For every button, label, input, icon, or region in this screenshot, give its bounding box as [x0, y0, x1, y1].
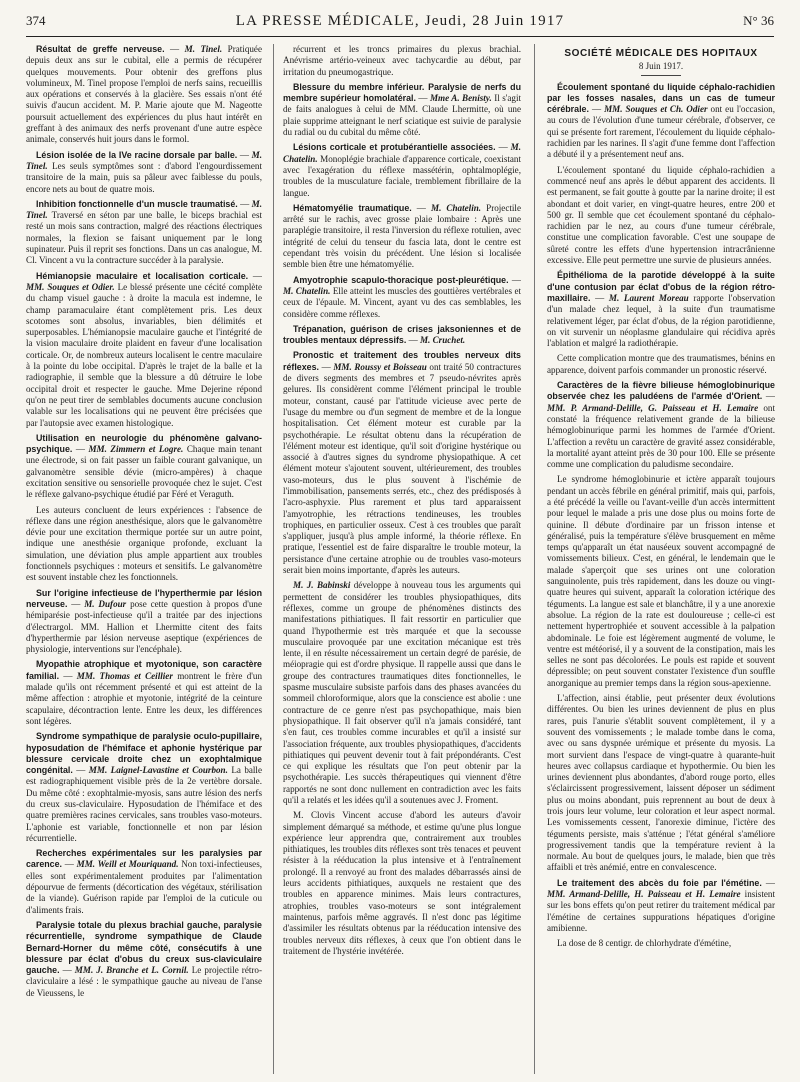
entry-body: Elle atteint les muscles des gouttières vertébrales et ceux de l'épaule. M. Vincent, ayant vu des cas semblables, les considère comme réflexes.	[283, 285, 521, 319]
entry-body: Non toxi-infectieuses, elles sont expérimentalement produites par l'alimentation dépourvue de ferments (décortication des végétaux, stérilisation de la viande). Guérison rapide par l'emploi de la cuticule ou d'aliments frais.	[26, 859, 262, 915]
entry-authors: M. Laurent Moreau	[608, 292, 689, 303]
entry-body: Cette complication montre que des traumatismes, bénins en apparence, doivent parfois commander un pronostic réservé.	[547, 353, 775, 375]
entry-body: La balle est radiographiquement visible près de la 2e vertèbre dorsale. Du même côté : exophtalmie-myosis, sans autre lésion des nerfs du creux sus-claviculaire. Hyposudation de l'hémiface et des quatre premières racines cervicales, sans troubles vaso-moteurs. L'aphonie est variable, fonctionnelle et non par lésion récurrentielle.	[26, 765, 262, 843]
entry-authors: MM. Roussy et Boisseau	[333, 361, 427, 372]
abstract-entry	[547, 353, 775, 376]
entry-body: pose cette question à propos d'une hémiparésie post-infectieuse qu'il a traitée par des injections d'électrargol. MM. Hallion et Lhermitte citent des faits d'hyperthermie par lésion nerveuse aseptique (expériences de physiologie, interventions sur l'encéphale).	[26, 598, 262, 655]
entry-title: Inhibition fonctionnelle d'un muscle traumatisé.	[36, 198, 238, 209]
abstract-entry: Trépanation, guérison de crises jaksoniennes et de troubles mentaux dépressifs. — M. Cruchet.	[283, 323, 521, 346]
abstract-entry: Caractères de la fièvre bilieuse hémoglobinurique observée chez les paludéens de l'armée d'Orient. — MM. P. Armand-Delille, G. Paisseau et H. Lemaire ont constaté la fréquence relativement grande de la bilieuse hémoglobinurique parmi les hommes de l'armée d'Orient. L'affection a revêtu un caractère de gravité assez considérable, la mortalité ayant atteint près de 30 pour 100. Elle se présente comme une complication du paludisme secondaire.	[547, 380, 775, 470]
abstract-entry: Écoulement spontané du liquide céphalo-rachidien par les fosses nasales, dans un cas de tumeur cérébrale. — MM. Souques et Ch. Odier ont eu l'occasion, au cours de l'évolution d'une tumeur cérébrale, d'observer, ce qui se présente fort rarement, l'écoulement du liquide céphalo-rachidien par les narines. Il s'agit d'une femme dont l'affection a débuté il y a présentement neuf ans.	[547, 81, 775, 160]
abstract-entry: Le traitement des abcès du foie par l'émétine. — MM. Armand-Delille, H. Paisseau et H. Lemaire insistent sur les bons effets qu'on peut retirer du traitement médical par l'émétine de certaines suppurations hépatiques d'origine amibienne.	[547, 877, 775, 933]
entry-authors: MM. Souques et Odier.	[26, 281, 115, 292]
abstract-entry: Lésion isolée de la IVe racine dorsale par balle. — M. Tinel. Les seuls symptômes sont : d'abord l'engourdissement transitoire de la main, puis sa pâleur avec faiblesse du pouls, encore nets au bout de quatre mois.	[26, 149, 262, 194]
entry-body: Projectile arrêté sur le rachis, avec grosse plaie lombaire : Après une paraplégie transitoire, il resta l'inversion du réflexe rotulien, avec intégrité de celui du tenseur du fascia lata, dont le centre est cependant très voisin du précédent. Une lésion si localisée semble bien être une hématomyélie.	[283, 202, 521, 270]
column-left	[26, 44, 262, 1074]
journal-title: LA PRESSE MÉDICALE, Jeudi, 28 Juin 1917	[235, 12, 565, 29]
page-number: 374	[26, 13, 46, 28]
entry-body: Le syndrome hémoglobinurie et ictère apparaît toujours pendant un accès fébrile en général primitif, mais qui, parfois, a été précédé la veille ou l'avant-veille d'un accès intermittent pour lequel le malade a pris une dose plus ou moins forte de quinine. Il débute d'ordinaire par un frisson intense et généralisé, puis la température s'élève brusquement en même temps qu'apparaît un état nauséeux souvent accompagné de vomissements bilieux. C'est, en général, le lendemain que le malade s'aperçoit que ses urines ont une coloration sanguinolente, puis très rapidement, dans les douze ou vingt-quatre heures qui suivent, apparaît la coloration ictérique des téguments. La langue est sale et blanchâtre, il y a une anorexie absolue. La région de la rate est douloureuse ; celle-ci est nettement hypertrophiée et souvent accessible à la palpation abdominale. Le foie est légèrement augmenté de volume, le ventre est météorisé, il y a souvent de la constipation, mais les selles ne sont pas décolorées. Le pouls est rapide et souvent dépressible; on peut souvent constater l'existence d'un souffle anorganique au premier temps dans la région sous-apexienne.	[547, 474, 775, 688]
entry-title: Sur l'origine infectieuse de l'hyperthermie par lésion nerveuse.	[26, 587, 262, 609]
abstract-entry	[547, 165, 775, 267]
entry-title: Hémianopsie maculaire et localisation corticale.	[36, 270, 249, 281]
entry-body: Traversé en séton par une balle, le biceps brachial est resté un mois sans contraction, malgré des réactions électriques normales, la flexion se faisant uniquement par le long supinateur. Puis il reprit ses fonctions. Dans un cas analogue, M. Cl. Vincent a vu la contracture succéder à la paralysie.	[26, 210, 262, 266]
abstract-entry: Résultat de greffe nerveuse. — M. Tinel. Pratiquée depuis deux ans sur le cubital, elle a permis de récupérer quelques mouvements. Pour obtenir des greffons plus volumineux, M. Tinel propose l'emploi de nerfs sains, recueillis aux opérations et conservés à la glacière. Ses essais n'ont été suivis d'aucun accident. M. P. Marie ajoute que M. Nageotte poursuit actuellement des expériences du plus haut intérêt en greffant à des animaux des nerfs provenant d'une autre espèce animale, conservés huit jours dans le formol.	[26, 44, 262, 145]
entry-body: Les seuls symptômes sont : d'abord l'engourdissement transitoire de la main, puis sa pâleur avec faiblesse du pouls, encore nets au bout de quatre mois.	[26, 160, 262, 194]
society-heading: SOCIÉTÉ MÉDICALE DES HOPITAUX	[564, 48, 758, 59]
entry-authors: MM. Zimmern et Logre.	[88, 444, 184, 455]
column-middle	[283, 44, 521, 1074]
entry-authors: MM. Armand-Delille, H. Paisseau et H. Lemaire	[547, 889, 741, 900]
abstract-entry: Lésions corticale et protubérantielle associées. — M. Chatelin. Monoplégie brachiale d'apparence corticale, coexistant avec l'exagération du réflexe massétérin, ophtalmoplégie, troubles de la musculature faciale, tremblement fibrillaire de la langue.	[283, 142, 521, 198]
header-rule	[26, 36, 774, 37]
session-date: 8 Juin 1917.	[638, 61, 684, 72]
abstract-entry	[547, 693, 775, 874]
column-divider	[273, 44, 274, 1074]
entry-title: Écoulement spontané du liquide céphalo-rachidien par les fosses nasales, dans un cas de tumeur cérébrale.	[547, 81, 775, 115]
entry-title: Syndrome sympathique de paralysie oculo-pupillaire, hyposudation de l'hémiface et aphonie hystérique par blessure cervicale droite chez un exophtalmique congénital.	[26, 731, 262, 776]
entry-title: Caractères de la fièvre bilieuse hémoglobinurique observée chez les paludéens de l'armée d'Orient.	[547, 380, 775, 402]
entry-body: Chaque main tenant une électrode, si on fait passer un faible courant galvanique, un galvanomètre sensible dévie (micro-ampères) à chaque excitation sensitive ou sensorielle provoquée chez le sujet. C'est le réflexe galvano-psychique étudié par Féré et Veraguth.	[26, 444, 262, 500]
entry-body: Le blessé présente une cécité complète du champ visuel gauche : à droite la macula est indemne, le champ paramaculaire étant complètement pris. Les deux scotomes sont absolus, invariables, bien délimités et superposables. L'hémianopsie maculaire gauche et l'intégrité de la vision maculaire droite plaident en faveur d'une localisation corticale. Or, de nombreux auteurs localisent le centre maculaire à la pointe du lobe occipital. D'après le trajet de la balle et la radiographie, il semble que la blessure a dû détruire le lobe occipital droit et respecter le gauche. Mme Dejerine répond qu'on ne peut tirer de semblables documents aucune conclusion valable sur les localisations qui ne peuvent être précisées que par l'autopsie avec examen histologique.	[26, 281, 262, 428]
entry-authors: M. J. Babinski	[293, 580, 351, 591]
entry-authors: Mme A. Benisty.	[429, 93, 492, 104]
abstract-entry: Syndrome sympathique de paralysie oculo-pupillaire, hyposudation de l'hémiface et aphonie hystérique par blessure cervicale droite chez un exophtalmique congénital. — MM. Laignel-Lavastine et Courbon. La balle est radiographiquement visible près de la 2e vertèbre dorsale. Du même côté : exophtalmie-myosis, sans autre lésion des nerfs du creux sus-claviculaire. Hyposudation de l'hémiface et des quatre premières racines cervicales, sans troubles vaso-moteurs. L'aphonie est variable, fonctionnelle et non par lésion récurrentielle.	[26, 731, 262, 843]
entry-title: Paralysie totale du plexus brachial gauche, paralysie récurrentielle, syndrome sympathique de Claude Bernard-Horner du même côté, consécutifs à une blessure par éclat d'obus du creux sus-claviculaire gauche.	[26, 919, 262, 976]
entry-body: ont eu l'occasion, au cours de l'évolution d'une tumeur cérébrale, d'observer, ce qui se présente fort rarement, l'écoulement du liquide céphalo-rachidien par les narines. Il s'agit d'une femme dont l'affection a débuté il y a présentement neuf ans.	[547, 104, 775, 160]
entry-title: Recherches expérimentales sur les paralysies par carence.	[26, 848, 262, 870]
page-header	[26, 6, 774, 36]
abstract-entry	[26, 505, 262, 584]
entry-body: L'écoulement spontané du liquide céphalo-rachidien a commencé neuf ans après le début apparent des accidents. Il est permanent, se fait goutte à goutte par la narine droite; il est abondant et doit varier, en vingt-quatre heures, entre 200 et 500 gr. Il semble que cet écoulement spontané du céphalo-rachidien par le nez, au cours d'une tumeur cérébrale, constitue une complication favorable. C'est une soupape de sûreté contre les effets d'une hypertension intracrânienne excessive. Elle peut permettre une survie de plusieurs années.	[547, 164, 775, 266]
entry-authors: MM. Souques et Ch. Odier	[604, 104, 708, 115]
entry-authors: MM. J. Branche et L. Cornil.	[74, 965, 189, 976]
entry-body: Pratiquée depuis deux ans sur le cubital, elle a permis de récupérer quelques mouvements. Pour obtenir des greffons plus volumineux, M. Tinel propose l'emploi de nerfs sains, recueillis aux opérations et conservés à la glacière. Ses essais n'ont été suivis d'aucun accident. M. P. Marie ajoute que M. Nageotte poursuit actuellement des expériences du plus haut intérêt en greffant à des animaux des nerfs provenant d'une autre espèce animale, conservés huit jours dans le formol.	[26, 44, 262, 145]
entry-body: ont constaté la fréquence relativement grande de la bilieuse hémoglobinurique parmi les hommes de l'armée d'Orient. L'affection a revêtu un caractère de gravité assez considérable, la mortalité ayant atteint près de 30 pour 100. Elle se présente comme une complication du paludisme secondaire.	[547, 402, 775, 470]
entry-body: récurrent et les troncs primaires du plexus brachial. Anévrisme artério-veineux avec tachycardie au début, par irritation du pneumogastrique.	[283, 44, 521, 77]
entry-body: montrent le frère d'un malade qu'ils ont récemment présenté et qui est atteint de la même affection : atrophie et myotonie, intégrité de la ceinture scapulaire, décontraction lente. Entre les deux, les différences sont légères.	[26, 670, 262, 726]
entry-authors: MM. Weill et Mouriquand.	[76, 859, 179, 870]
entry-body: insistent sur les bons effets qu'on peut retirer du traitement médical par l'émétine de certaines suppurations hépatiques d'origine amibienne.	[547, 889, 775, 933]
abstract-entry: Hématomyélie traumatique. — M. Chatelin. Projectile arrêté sur le rachis, avec grosse plaie lombaire : Après une paraplégie transitoire, il resta l'inversion du réflexe rotulien, avec intégrité de celui du tenseur du fascia lata, dont le centre est cependant très voisin du précédent. Une lésion si localisée semble bien être une hématomyélie.	[283, 202, 521, 270]
abstract-entry: Amyotrophie scapulo-thoracique post-pleurétique. — M. Chatelin. Elle atteint les muscles des gouttières vertébrales et ceux de l'épaule. M. Vincent, ayant vu des cas semblables, les considère comme réflexes.	[283, 274, 521, 319]
entry-body: Monoplégie brachiale d'apparence corticale, coexistant avec l'exagération du réflexe massétérin, ophtalmoplégie, troubles de la musculature faciale, tremblement fibrillaire de la langue.	[283, 153, 521, 198]
abstract-entry: Myopathie atrophique et myotonique, son caractère familial. — MM. Thomas et Ceillier montrent le frère d'un malade qu'ils ont récemment présenté et qui est atteint de la même affection : atrophie et myotonie, intégrité de la ceinture scapulaire, décontraction lente. Entre les deux, les différences sont légères.	[26, 659, 262, 726]
abstract-entry	[547, 938, 775, 949]
entry-title: Lésion isolée de la IVe racine dorsale par balle.	[36, 149, 238, 160]
entry-authors: M. Dufour	[84, 598, 127, 609]
entry-body: Le projectile rétro-claviculaire a lésé : le sympathique gauche au niveau de l'anse de Vieussens, le	[26, 965, 262, 998]
entry-title: Pronostic et traitement des troubles nerveux dits réflexes.	[283, 350, 521, 372]
abstract-entry: Pronostic et traitement des troubles nerveux dits réflexes. — MM. Roussy et Boisseau ont traité 50 contractures de divers segments des membres et 7 pseudo-névrites après gelures. Ils considèrent comme l'élément principal le trouble moteur, constant, causé par l'attitude vicieuse avec perte de l'usage du membre ou d'un segment de membre et de la longue hospitalisation. Cet élément moteur est curable par la psychothérapie. Le résultat obtenu dans la récupération de l'élément moteur est identique, qu'il soit d'origine hystérique ou associé à d'autres signes du syndrome physiopathique. A cet élément moteur s'ajoutent souvent, ultérieurement, des troubles vaso-moteurs, dus le plus souvent à l'ischémie de l'immobilisation, pansements serrés, etc., chez des prédisposés à l'acro-asphyxie. Plus rarement et plus tard apparaissent l'amyotrophie, les rétractions tendineuses, les troubles trophiques, en particulier osseux. C'est à ces troubles que paraît s'appliquer, jusqu'à plus ample informé, la théorie réflexe. En pratique, l'essentiel est de faire disparaître le trouble moteur, la persistance d'une certaine atrophie ou de troubles vaso-moteurs serait bien moins importante, d'après les auteurs.	[283, 350, 521, 576]
entry-title: Lésions corticale et protubérantielle associées.	[293, 142, 496, 153]
abstract-entry	[283, 44, 521, 78]
abstract-entry: Recherches expérimentales sur les paralysies par carence. — MM. Weill et Mouriquand. Non toxi-infectieuses, elles sont expérimentalement produites par l'alimentation dépourvue de ferments (décortication des végétaux, stérilisation de la viande). Guérison rapide par l'emploi de la cuticule ou d'aliments frais.	[26, 848, 262, 915]
abstract-entry: Hémianopsie maculaire et localisation corticale. — MM. Souques et Odier. Le blessé présente une cécité complète du champ visuel gauche : à droite la macula est indemne, le champ paramaculaire étant complètement pris. Les deux scotomes sont absolus, invariables, bien délimités et superposables. L'hémianopsie maculaire gauche et l'intégrité de la vision maculaire droite plaident en faveur d'une localisation corticale. Or, de nombreux auteurs localisent le centre maculaire à la pointe du lobe occipital. D'après le trajet de la balle et la radiographie, il semble que la blessure a dû détruire le lobe occipital droit et respecter le gauche. Mme Dejerine répond qu'on ne peut tirer de semblables documents aucune conclusion valable sur les localisations qui ne peuvent être précisées que par l'autopsie avec examen histologique.	[26, 270, 262, 428]
entry-body: ont traité 50 contractures de divers segments des membres et 7 pseudo-névrites après gelures. Ils considèrent comme l'élément principal le trouble moteur, constant, causé par l'attitude vicieuse avec perte de l'usage du membre ou d'un segment de membre et de la longue hospitalisation. Cet élément moteur est curable par la psychothérapie. Le résultat obtenu dans la récupération de l'élément moteur est identique, qu'il soit d'origine hystérique ou associé à d'autres signes du syndrome physiopathique. A cet élément moteur s'ajoutent souvent, ultérieurement, des troubles vaso-moteurs, dus le plus souvent à l'ischémie de l'immobilisation, pansements serrés, etc., chez des prédisposés à l'acro-asphyxie. Plus rarement et plus tard apparaissent l'amyotrophie, les rétractions tendineuses, les troubles trophiques, en particulier osseux. C'est à ces troubles que paraît s'appliquer, jusqu'à plus ample informé, la théorie réflexe. En pratique, l'essentiel est de faire disparaître le trouble moteur, la persistance d'une certaine atrophie ou de troubles vaso-moteurs serait bien moins importante, d'après les auteurs.	[283, 361, 521, 576]
column-divider	[534, 44, 535, 1074]
abstract-entry	[547, 474, 775, 689]
entry-title: Blessure du membre inférieur. Paralysie de nerfs du membre supérieur homolatéral.	[283, 81, 521, 104]
entry-title: Myopathie atrophique et myotonique, son caractère familial.	[26, 659, 262, 681]
abstract-entry	[283, 580, 521, 806]
entry-title: Hématomyélie traumatique.	[293, 202, 412, 213]
abstract-entry: Paralysie totale du plexus brachial gauche, paralysie récurrentielle, syndrome sympathique de Claude Bernard-Horner du même côté, consécutifs à une blessure par éclat d'obus du creux sus-claviculaire gauche. — MM. J. Branche et L. Cornil. Le projectile rétro-claviculaire a lésé : le sympathique gauche au niveau de l'anse de Vieussens, le	[26, 919, 262, 998]
entry-body: La dose de 8 centigr. de chlorhydrate d'émétine,	[557, 938, 732, 949]
section-divider	[641, 75, 681, 76]
entry-title: Amyotrophie scapulo-thoracique post-pleurétique.	[293, 274, 509, 285]
entry-authors: M. Chatelin.	[283, 142, 521, 164]
entry-body: M. Clovis Vincent accuse d'abord les auteurs d'avoir simplement démarqué sa méthode, et estime qu'une plus longue expérience leur apprendra que, contrairement aux troubles pithiatiques, les troubles dits réflexes sont très tenaces et peuvent résister à la rééducation la plus intensive et à l'entraînement prolongé. Il a renvoyé au front des malades débarrassés ainsi de leurs accidents pithiatiques, auxquels ne restaient que des troubles en apparence minimes. Mais leurs contractures, atrophies, troubles vaso-moteurs se sont intégralement maintenus, parfois même aggravés. Il n'est donc pas légitime d'assimiler les résultats obtenus par la rééducation intensive des troubles nerveux dits réflexes, à ceux que l'on obtient dans le traitement de l'hystérie invétérée.	[283, 810, 521, 956]
entry-body: Les auteurs concluent de leurs expériences : l'absence de réflexe dans une région anesthésique, alors que le galvanomètre dévie pour une excitation thermique portée sur un autre point, indique une anesthésie organique profonde, excluant la simulation, une déviation plus ample appartient aux troubles fonctionnels psychiques : moteurs et sensitifs. Le galvanomètre est souvent instable chez les fonctionnels.	[26, 504, 262, 583]
entry-authors: M. Tinel.	[26, 198, 262, 221]
entry-body: Il s'agit de faits analogues à celui de MM. Claude Lhermitte, où une plaie supprime atteignant le nerf sciatique est suivie de paralysie du radial ou du cubital du même côté.	[283, 93, 521, 138]
entry-authors: M. Cruchet.	[419, 335, 466, 346]
entry-authors: M. Chatelin.	[283, 285, 331, 296]
entry-title: Utilisation en neurologie du phénomène galvano-psychique.	[26, 432, 262, 455]
entry-authors: M. Tinel.	[184, 44, 223, 54]
abstract-entry: Sur l'origine infectieuse de l'hyperthermie par lésion nerveuse. — M. Dufour pose cette question à propos d'une hémiparésie post-infectieuse qu'il a traitée par des injections d'électrargol. MM. Hallion et Lhermitte citent des faits d'hyperthermie par lésion nerveuse aseptique (expériences de physiologie, interventions sur l'encéphale).	[26, 587, 262, 655]
abstract-entry	[283, 810, 521, 957]
entry-authors: MM. P. Armand-Delille, G. Paisseau et H. Lemaire	[547, 402, 759, 413]
entry-authors: M. Chatelin.	[430, 202, 482, 213]
abstract-entry: Inhibition fonctionnelle d'un muscle traumatisé. — M. Tinel. Traversé en séton par une balle, le biceps brachial est resté un mois sans contraction, malgré des réactions électriques normales, la flexion se faisant uniquement par le long supinateur. Puis il reprit ses fonctions. Dans un cas analogue, M. Cl. Vincent a vu la contracture succéder à la paralysie.	[26, 198, 262, 266]
abstract-entry: Utilisation en neurologie du phénomène galvano-psychique. — MM. Zimmern et Logre. Chaque main tenant une électrode, si on fait passer un faible courant galvanique, un galvanomètre sensible dévie (micro-ampères) à chaque excitation sensitive ou sensorielle provoquée chez le sujet. C'est le réflexe galvano-psychique étudié par Féré et Veraguth.	[26, 432, 262, 500]
entry-authors: MM. Laignel-Lavastine et Courbon.	[88, 765, 228, 776]
entry-body: développe à nouveau tous les arguments qui permettent de considérer les troubles physiopathiques, dits réflexes, comme un groupe de phénomènes distincts des manifestations pithiatiques. Il fait ressortir en particulier que quand l'hypothermie est très marquée et que la secousse musculaire provoquée par une excitation mécanique est très lente, il en résulte nécessairement un certain degré de parésie, de méiopragie qui est d'ordre physique. Il rappelle aussi que dans le groupe des contractures traumatiques dites fonctionnelles, le spasme musculaire subsiste parfois dans des phases avancées du sommeil chloroformique, alors que la conscience est abolie : une contracture de ce genre n'est pas psychopathique, mais bien physiopathique. Il fait observer qu'il n'a jamais considéré, tant s'en faut, ces troubles comme incurables et qu'il a insisté sur l'association fréquente, aux troubles physiopathiques, d'accidents pithiatiques qui peuvent devenir tout à fait prépondérants. C'est ce qui explique les résultats que l'on peut obtenir par la psychothérapie. Les succès thérapeutiques qui viennent d'être rapportés ne sont donc nullement en contradiction avec les faits qu'il a relatés et les idées qu'il a soutenues avec J. Froment.	[283, 580, 521, 805]
issue-number: N° 36	[743, 13, 774, 28]
abstract-entry: Blessure du membre inférieur. Paralysie de nerfs du membre supérieur homolatéral. — Mme A. Benisty. Il s'agit de faits analogues à celui de MM. Claude Lhermitte, où une plaie supprime atteignant le nerf sciatique est suivie de paralysie du radial ou du cubital du même côté.	[283, 81, 521, 138]
abstract-entry: Épithélioma de la parotide développé à la suite d'une contusion par éclat d'obus de la région rétro-maxillaire. — M. Laurent Moreau rapporte l'observation d'un malade chez lequel, à la suite d'un traumatisme relativement léger, par éclat d'obus, de la région parotidienne, on vit survenir un néoplasme glandulaire qui récidiva après l'ablation et malgré la radiothérapie.	[547, 270, 775, 349]
entry-title: Résultat de greffe nerveuse.	[36, 44, 165, 54]
entry-body: L'affection, ainsi établie, peut présenter deux évolutions différentes. Ou bien les urines deviennent de plus en plus rares, puis l'anurie s'établit souvent complètement, il y a souvent des vomissements ; le malade tombe dans le coma, avec ou sans dyspnée urémique et présente du myosis. La mort survient dans l'espace de vingt-quatre à quarante-huit heures avec collapsus cardiaque et hypothermie. Ou bien les urines deviennent plus abondantes, d'abord rouge porto, elles s'éclaircissent progressivement, laissent déposer un sédiment plus ou moins abondant, puis reprennent au bout de deux à trois jours leur volume, leur coloration et leur aspect normal. Les vomissements cessent, l'anorexie diminue, l'ictère des téguments persiste, mais s'atténue ; l'état général s'améliore progressivement tandis que la température revient à la normale. Au bout de quelques jours, le malade, bien que très affaibli et très anémié, entre en convalescence.	[547, 693, 775, 873]
entry-authors: M. Tinel.	[26, 149, 262, 171]
entry-body: rapporte l'observation d'un malade chez lequel, à la suite d'un traumatisme relativement léger, par éclat d'obus, de la région parotidienne, on vit survenir un néoplasme glandulaire qui récidiva après l'ablation et malgré la radiothérapie.	[547, 292, 775, 349]
entry-authors: MM. Thomas et Ceillier	[76, 670, 173, 681]
entry-title: Épithélioma de la parotide développé à la suite d'une contusion par éclat d'obus de la région rétro-maxillaire.	[547, 270, 775, 303]
entry-title: Trépanation, guérison de crises jaksoniennes et de troubles mentaux dépressifs.	[283, 323, 521, 346]
entry-title: Le traitement des abcès du foie par l'émétine.	[557, 877, 762, 888]
column-right	[547, 44, 775, 1074]
